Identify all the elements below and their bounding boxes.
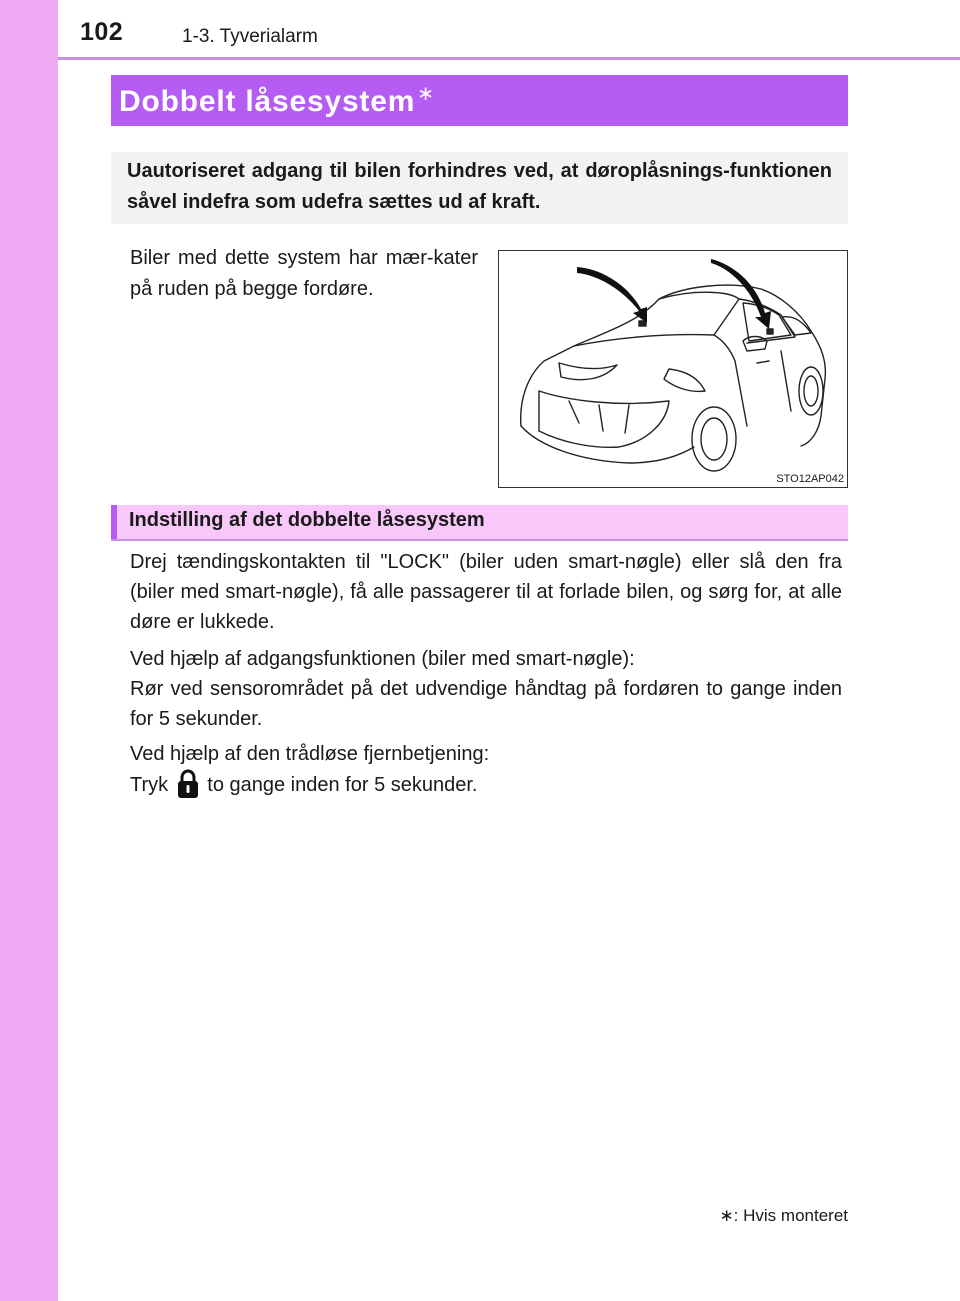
- padlock-icon: [176, 769, 200, 808]
- title-bar: [111, 75, 848, 126]
- car-illustration: [498, 250, 848, 488]
- section-reference: 1-3. Tyverialarm: [182, 26, 318, 47]
- smart-key-heading: Ved hjælp af adgangsfunktionen (biler med smart-nøgle):: [130, 648, 635, 670]
- footnote: ∗: Hvis monteret: [719, 1206, 848, 1225]
- subsection-heading-accent: [111, 505, 117, 539]
- header-rule: [58, 57, 960, 60]
- instruction-paragraph-3: [130, 739, 842, 808]
- smart-key-instruction: Rør ved sensorområdet på det udvendige håndtag på fordøren to gange inden for 5 sekunder.: [130, 678, 842, 730]
- subsection-heading-bar: [111, 505, 848, 541]
- remote-instruction: [130, 769, 842, 808]
- remote-instruction-end: to gange inden for 5 sekunder.: [207, 774, 478, 796]
- car-drawing: [499, 251, 847, 487]
- page-number: 102: [80, 18, 124, 46]
- page-title: [119, 81, 435, 119]
- subsection-heading: Indstilling af det dobbelte låsesystem: [129, 509, 485, 531]
- illustration-code: STO12AP042: [776, 473, 844, 485]
- remote-heading: Ved hjælp af den trådløse fjernbetjening:: [130, 743, 490, 765]
- page-title-text: Dobbelt låsesystem: [119, 85, 416, 118]
- title-footnote-marker: ∗: [417, 83, 435, 105]
- remote-instruction-start: Tryk: [130, 774, 169, 796]
- instruction-paragraph-2: [130, 644, 842, 734]
- instruction-paragraph-1: Drej tændingskontakten til "LOCK" (biler uden smart-nøgle) eller slå den fra (biler med smart-nøgle), få alle passagerer til at forlade bilen, og sørg for, at alle døre er lukkede.: [130, 551, 842, 633]
- chapter-tab-band: [0, 0, 58, 1301]
- summary-box: [111, 152, 848, 224]
- intro-text: Biler med dette system har mær-kater på ruden på begge fordøre.: [130, 247, 478, 300]
- summary-text: Uautoriseret adgang til bilen forhindres ved, at døroplåsnings-funktionen såvel indefra som udefra sættes ud af kraft.: [127, 160, 832, 213]
